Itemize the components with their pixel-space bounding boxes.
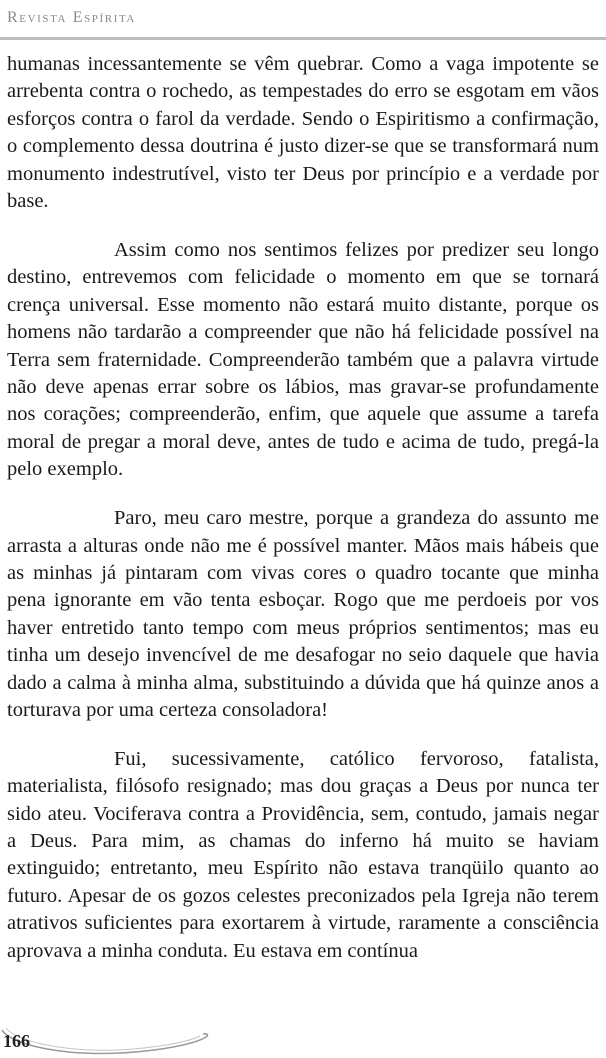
- paragraph: humanas incessantemente se vêm quebrar. Como a vaga impotente se arrebenta contra o rochedo, as tempestades do erro se esgotam em vãos esforços contra o farol da verdade. Sendo o Espiritismo a confirmação, o complemento dessa doutrina é justo dizer-se que se transformará num monumento indestrutível, visto ter Deus por princípio e a verdade por base.: [7, 53, 599, 213]
- page-number: 166: [3, 1031, 30, 1051]
- body-text: [7, 51, 599, 987]
- running-head: Revista Espírita: [7, 9, 136, 26]
- paragraph: Paro, meu caro mestre, porque a grandeza do assunto me arrasta a alturas onde não me é possível manter. Mãos mais hábeis que as minhas já pintaram com vivas cores o quadro tocante que minha pena ignorante em vão tenta esboçar. Rogo que me perdoeis por vos haver entretido tanto tempo com meus próprios sentimentos; mas eu tinha um desejo invencível de me desafogar no seio daquele que havia dado a calma à minha alma, substituindo a dúvida que há quinze anos a torturava por uma certeza consoladora!: [7, 507, 599, 721]
- paragraph: Fui, sucessivamente, católico fervoroso, fatalista, materialista, filósofo resignado; mas dou graças a Deus por nunca ter sido ateu. Vociferava contra a Providência, sem, contudo, jamais negar a Deus. Para mim, as chamas do inferno há muito se haviam extinguido; entretanto, meu Espírito não estava tranqüilo quanto ao futuro. Apesar de os gozos celestes preconizados pela Igreja não terem atrativos suficientes para exortarem à virtude, raramente a consciência aprovava a minha conduta. Eu estava em contínua: [7, 747, 599, 962]
- folio-swash-ornament: [0, 1024, 220, 1058]
- header-rule: [0, 37, 606, 40]
- paragraph: Assim como nos sentimos felizes por predizer seu longo destino, entrevemos com felicidade o momento em que se tornará crença universal. Esse momento não estará muito distante, porque os homens não tardarão a compreender que não há felicidade possível na Terra sem fraternidade. Compreenderão também que a palavra virtude não deve apenas errar sobre os lábios, mas gravar-se profundamente nos corações; compreenderão, enfim, que aquele que assume a tarefa moral de pregar a moral deve, antes de tudo e acima de tudo, pregá-la pelo exemplo.: [7, 238, 599, 481]
